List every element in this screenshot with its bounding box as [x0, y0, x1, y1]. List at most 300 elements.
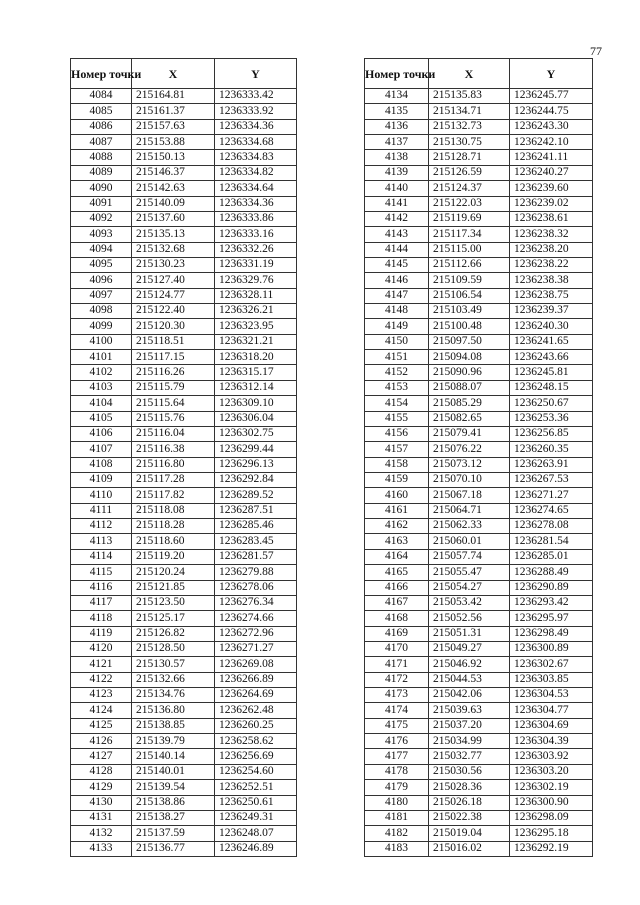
table-row	[365, 196, 593, 211]
table-row	[71, 104, 297, 119]
x-coordinate-cell: 215070.10	[429, 472, 510, 487]
table-row	[365, 565, 593, 580]
y-coordinate-cell: 1236302.67	[510, 657, 593, 672]
y-coordinate-cell: 1236241.65	[510, 334, 593, 349]
x-coordinate-cell: 215112.66	[429, 257, 510, 272]
table-row	[71, 89, 297, 104]
y-coordinate-cell: 1236240.30	[510, 319, 593, 334]
y-coordinate-cell: 1236292.19	[510, 841, 593, 856]
x-coordinate-cell: 215039.63	[429, 703, 510, 718]
table-row	[365, 104, 593, 119]
table-row	[365, 703, 593, 718]
x-coordinate-cell: 215128.50	[132, 641, 215, 656]
x-coordinate-cell: 215115.64	[132, 396, 215, 411]
y-coordinate-cell: 1236326.21	[215, 304, 297, 319]
point-number-cell: 4125	[71, 718, 132, 733]
table-row	[365, 519, 593, 534]
point-number-cell: 4173	[365, 688, 429, 703]
table-row	[71, 718, 297, 733]
x-coordinate-cell: 215109.59	[429, 273, 510, 288]
point-number-cell: 4109	[71, 472, 132, 487]
x-coordinate-cell: 215140.01	[132, 764, 215, 779]
y-coordinate-cell: 1236290.89	[510, 580, 593, 595]
point-number-cell: 4148	[365, 304, 429, 319]
y-coordinate-cell: 1236298.49	[510, 626, 593, 641]
y-coordinate-cell: 1236281.57	[215, 549, 297, 564]
x-coordinate-cell: 215142.63	[132, 181, 215, 196]
x-coordinate-cell: 215016.02	[429, 841, 510, 856]
y-coordinate-cell: 1236239.60	[510, 181, 593, 196]
x-coordinate-cell: 215019.04	[429, 826, 510, 841]
y-coordinate-cell: 1236328.11	[215, 288, 297, 303]
x-coordinate-cell: 215134.71	[429, 104, 510, 119]
y-coordinate-cell: 1236278.08	[510, 519, 593, 534]
table-row	[71, 626, 297, 641]
table-row	[71, 519, 297, 534]
x-coordinate-cell: 215118.08	[132, 503, 215, 518]
y-coordinate-cell: 1236256.69	[215, 749, 297, 764]
y-coordinate-cell: 1236243.66	[510, 350, 593, 365]
y-coordinate-cell: 1236274.66	[215, 611, 297, 626]
header-x: X	[429, 59, 510, 89]
table-row	[71, 411, 297, 426]
x-coordinate-cell: 215118.60	[132, 534, 215, 549]
point-number-cell: 4090	[71, 181, 132, 196]
x-coordinate-cell: 215157.63	[132, 119, 215, 134]
point-number-cell: 4096	[71, 273, 132, 288]
y-coordinate-cell: 1236333.86	[215, 211, 297, 226]
x-coordinate-cell: 215052.56	[429, 611, 510, 626]
table-row	[365, 135, 593, 150]
table-row	[365, 472, 593, 487]
table-row	[71, 380, 297, 395]
point-number-cell: 4116	[71, 580, 132, 595]
table-row	[71, 549, 297, 564]
x-coordinate-cell: 215097.50	[429, 334, 510, 349]
y-coordinate-cell: 1236299.44	[215, 442, 297, 457]
x-coordinate-cell: 215062.33	[429, 519, 510, 534]
point-number-cell: 4121	[71, 657, 132, 672]
table-row	[365, 826, 593, 841]
point-number-cell: 4181	[365, 810, 429, 825]
y-coordinate-cell: 1236295.18	[510, 826, 593, 841]
point-number-cell: 4105	[71, 411, 132, 426]
point-number-cell: 4126	[71, 734, 132, 749]
x-coordinate-cell: 215034.99	[429, 734, 510, 749]
point-number-cell: 4136	[365, 119, 429, 134]
point-number-cell: 4103	[71, 380, 132, 395]
y-coordinate-cell: 1236289.52	[215, 488, 297, 503]
header-point-number: Номер точки	[365, 59, 429, 89]
x-coordinate-cell: 215073.12	[429, 457, 510, 472]
y-coordinate-cell: 1236329.76	[215, 273, 297, 288]
x-coordinate-cell: 215128.71	[429, 150, 510, 165]
table-row	[365, 795, 593, 810]
x-coordinate-cell: 215130.23	[132, 257, 215, 272]
x-coordinate-cell: 215164.81	[132, 89, 215, 104]
y-coordinate-cell: 1236249.31	[215, 810, 297, 825]
x-coordinate-cell: 215136.77	[132, 841, 215, 856]
point-number-cell: 4137	[365, 135, 429, 150]
point-number-cell: 4091	[71, 196, 132, 211]
x-coordinate-cell: 215125.17	[132, 611, 215, 626]
point-number-cell: 4167	[365, 595, 429, 610]
point-number-cell: 4115	[71, 565, 132, 580]
x-coordinate-cell: 215049.27	[429, 641, 510, 656]
y-coordinate-cell: 1236300.89	[510, 641, 593, 656]
table-row	[71, 472, 297, 487]
y-coordinate-cell: 1236269.08	[215, 657, 297, 672]
table-row	[71, 119, 297, 134]
x-coordinate-cell: 215136.80	[132, 703, 215, 718]
y-coordinate-cell: 1236260.25	[215, 718, 297, 733]
y-coordinate-cell: 1236242.10	[510, 135, 593, 150]
point-number-cell: 4095	[71, 257, 132, 272]
point-number-cell: 4151	[365, 350, 429, 365]
x-coordinate-cell: 215124.77	[132, 288, 215, 303]
point-number-cell: 4117	[71, 595, 132, 610]
x-coordinate-cell: 215118.28	[132, 519, 215, 534]
y-coordinate-cell: 1236300.90	[510, 795, 593, 810]
x-coordinate-cell: 215055.47	[429, 565, 510, 580]
y-coordinate-cell: 1236333.42	[215, 89, 297, 104]
table-row	[365, 181, 593, 196]
page-number: 77	[590, 44, 602, 58]
y-coordinate-cell: 1236258.62	[215, 734, 297, 749]
y-coordinate-cell: 1236276.34	[215, 595, 297, 610]
point-number-cell: 4128	[71, 764, 132, 779]
point-number-cell: 4134	[365, 89, 429, 104]
y-coordinate-cell: 1236243.30	[510, 119, 593, 134]
point-number-cell: 4085	[71, 104, 132, 119]
table-row	[71, 780, 297, 795]
point-number-cell: 4175	[365, 718, 429, 733]
y-coordinate-cell: 1236293.42	[510, 595, 593, 610]
y-coordinate-cell: 1236296.13	[215, 457, 297, 472]
point-number-cell: 4140	[365, 181, 429, 196]
table-row	[71, 764, 297, 779]
table-row	[71, 135, 297, 150]
y-coordinate-cell: 1236241.11	[510, 150, 593, 165]
point-number-cell: 4162	[365, 519, 429, 534]
x-coordinate-cell: 215132.66	[132, 672, 215, 687]
point-number-cell: 4133	[71, 841, 132, 856]
y-coordinate-cell: 1236244.75	[510, 104, 593, 119]
y-coordinate-cell: 1236304.77	[510, 703, 593, 718]
table-row	[71, 810, 297, 825]
table-row	[71, 672, 297, 687]
x-coordinate-cell: 215030.56	[429, 764, 510, 779]
y-coordinate-cell: 1236283.45	[215, 534, 297, 549]
table-row	[71, 257, 297, 272]
point-number-cell: 4165	[365, 565, 429, 580]
point-number-cell: 4144	[365, 242, 429, 257]
x-coordinate-cell: 215135.83	[429, 89, 510, 104]
y-coordinate-cell: 1236252.51	[215, 780, 297, 795]
table-row	[71, 365, 297, 380]
y-coordinate-cell: 1236281.54	[510, 534, 593, 549]
x-coordinate-cell: 215053.42	[429, 595, 510, 610]
x-coordinate-cell: 215161.37	[132, 104, 215, 119]
point-number-cell: 4135	[365, 104, 429, 119]
point-number-cell: 4099	[71, 319, 132, 334]
point-number-cell: 4142	[365, 211, 429, 226]
point-number-cell: 4171	[365, 657, 429, 672]
point-number-cell: 4123	[71, 688, 132, 703]
x-coordinate-cell: 215119.20	[132, 549, 215, 564]
y-coordinate-cell: 1236238.20	[510, 242, 593, 257]
x-coordinate-cell: 215138.85	[132, 718, 215, 733]
point-number-cell: 4112	[71, 519, 132, 534]
point-number-cell: 4130	[71, 795, 132, 810]
y-coordinate-cell: 1236264.69	[215, 688, 297, 703]
x-coordinate-cell: 215057.74	[429, 549, 510, 564]
x-coordinate-cell: 215064.71	[429, 503, 510, 518]
point-number-cell: 4157	[365, 442, 429, 457]
y-coordinate-cell: 1236238.22	[510, 257, 593, 272]
point-number-cell: 4087	[71, 135, 132, 150]
table-row	[71, 749, 297, 764]
point-number-cell: 4120	[71, 641, 132, 656]
point-number-cell: 4094	[71, 242, 132, 257]
point-number-cell: 4163	[365, 534, 429, 549]
point-number-cell: 4108	[71, 457, 132, 472]
y-coordinate-cell: 1236303.92	[510, 749, 593, 764]
y-coordinate-cell: 1236288.49	[510, 565, 593, 580]
y-coordinate-cell: 1236238.75	[510, 288, 593, 303]
point-number-cell: 4092	[71, 211, 132, 226]
y-coordinate-cell: 1236271.27	[215, 641, 297, 656]
point-number-cell: 4147	[365, 288, 429, 303]
table-header-row	[71, 59, 297, 89]
x-coordinate-cell: 215076.22	[429, 442, 510, 457]
table-row	[365, 488, 593, 503]
point-number-cell: 4178	[365, 764, 429, 779]
x-coordinate-cell: 215139.79	[132, 734, 215, 749]
point-number-cell: 4183	[365, 841, 429, 856]
x-coordinate-cell: 215117.34	[429, 227, 510, 242]
table-row	[71, 641, 297, 656]
x-coordinate-cell: 215117.28	[132, 472, 215, 487]
x-coordinate-cell: 215137.59	[132, 826, 215, 841]
table-row	[365, 595, 593, 610]
point-number-cell: 4149	[365, 319, 429, 334]
point-number-cell: 4104	[71, 396, 132, 411]
x-coordinate-cell: 215054.27	[429, 580, 510, 595]
point-number-cell: 4129	[71, 780, 132, 795]
table-row	[365, 457, 593, 472]
y-coordinate-cell: 1236304.39	[510, 734, 593, 749]
x-coordinate-cell: 215088.07	[429, 380, 510, 395]
table-row	[71, 534, 297, 549]
table-row	[365, 426, 593, 441]
table-row	[365, 641, 593, 656]
y-coordinate-cell: 1236323.95	[215, 319, 297, 334]
y-coordinate-cell: 1236271.27	[510, 488, 593, 503]
coordinates-table-right	[364, 58, 593, 857]
x-coordinate-cell: 215153.88	[132, 135, 215, 150]
x-coordinate-cell: 215121.85	[132, 580, 215, 595]
y-coordinate-cell: 1236292.84	[215, 472, 297, 487]
table-row	[365, 89, 593, 104]
y-coordinate-cell: 1236263.91	[510, 457, 593, 472]
point-number-cell: 4145	[365, 257, 429, 272]
point-number-cell: 4174	[365, 703, 429, 718]
point-number-cell: 4153	[365, 380, 429, 395]
y-coordinate-cell: 1236334.82	[215, 165, 297, 180]
x-coordinate-cell: 215026.18	[429, 795, 510, 810]
table-row	[71, 503, 297, 518]
x-coordinate-cell: 215116.04	[132, 426, 215, 441]
point-number-cell: 4139	[365, 165, 429, 180]
y-coordinate-cell: 1236272.96	[215, 626, 297, 641]
table-row	[71, 211, 297, 226]
point-number-cell: 4084	[71, 89, 132, 104]
table-row	[71, 273, 297, 288]
y-coordinate-cell: 1236279.88	[215, 565, 297, 580]
y-coordinate-cell: 1236254.60	[215, 764, 297, 779]
x-coordinate-cell: 215117.82	[132, 488, 215, 503]
y-coordinate-cell: 1236250.67	[510, 396, 593, 411]
table-row	[71, 841, 297, 856]
x-coordinate-cell: 215082.65	[429, 411, 510, 426]
table-row	[71, 580, 297, 595]
point-number-cell: 4124	[71, 703, 132, 718]
table-row	[71, 396, 297, 411]
y-coordinate-cell: 1236302.19	[510, 780, 593, 795]
x-coordinate-cell: 215132.73	[429, 119, 510, 134]
x-coordinate-cell: 215115.00	[429, 242, 510, 257]
point-number-cell: 4097	[71, 288, 132, 303]
table-row	[365, 718, 593, 733]
y-coordinate-cell: 1236306.04	[215, 411, 297, 426]
y-coordinate-cell: 1236333.92	[215, 104, 297, 119]
table-row	[365, 227, 593, 242]
header-point-number: Номер точки	[71, 59, 132, 89]
point-number-cell: 4086	[71, 119, 132, 134]
y-coordinate-cell: 1236304.53	[510, 688, 593, 703]
x-coordinate-cell: 215118.51	[132, 334, 215, 349]
point-number-cell: 4179	[365, 780, 429, 795]
table-row	[365, 396, 593, 411]
table-row	[365, 580, 593, 595]
point-number-cell: 4176	[365, 734, 429, 749]
table-row	[71, 795, 297, 810]
point-number-cell: 4150	[365, 334, 429, 349]
x-coordinate-cell: 215116.26	[132, 365, 215, 380]
x-coordinate-cell: 215134.76	[132, 688, 215, 703]
table-row	[71, 611, 297, 626]
point-number-cell: 4089	[71, 165, 132, 180]
point-number-cell: 4164	[365, 549, 429, 564]
table-row	[365, 626, 593, 641]
table-row	[71, 595, 297, 610]
y-coordinate-cell: 1236256.85	[510, 426, 593, 441]
table-row	[365, 764, 593, 779]
table-row	[365, 242, 593, 257]
y-coordinate-cell: 1236332.26	[215, 242, 297, 257]
table-row	[71, 457, 297, 472]
x-coordinate-cell: 215123.50	[132, 595, 215, 610]
point-number-cell: 4131	[71, 810, 132, 825]
x-coordinate-cell: 215085.29	[429, 396, 510, 411]
point-number-cell: 4100	[71, 334, 132, 349]
x-coordinate-cell: 215060.01	[429, 534, 510, 549]
table-row	[71, 350, 297, 365]
x-coordinate-cell: 215067.18	[429, 488, 510, 503]
table-row	[365, 749, 593, 764]
table-row	[365, 780, 593, 795]
y-coordinate-cell: 1236262.48	[215, 703, 297, 718]
table-row	[365, 257, 593, 272]
table-row	[365, 611, 593, 626]
table-row	[71, 196, 297, 211]
x-coordinate-cell: 215138.27	[132, 810, 215, 825]
table-row	[365, 380, 593, 395]
point-number-cell: 4127	[71, 749, 132, 764]
y-coordinate-cell: 1236238.61	[510, 211, 593, 226]
y-coordinate-cell: 1236331.19	[215, 257, 297, 272]
point-number-cell: 4118	[71, 611, 132, 626]
table-row	[365, 549, 593, 564]
x-coordinate-cell: 215079.41	[429, 426, 510, 441]
y-coordinate-cell: 1236250.61	[215, 795, 297, 810]
table-row	[71, 242, 297, 257]
x-coordinate-cell: 215146.37	[132, 165, 215, 180]
x-coordinate-cell: 215032.77	[429, 749, 510, 764]
x-coordinate-cell: 215138.86	[132, 795, 215, 810]
x-coordinate-cell: 215106.54	[429, 288, 510, 303]
point-number-cell: 4141	[365, 196, 429, 211]
point-number-cell: 4154	[365, 396, 429, 411]
x-coordinate-cell: 215044.53	[429, 672, 510, 687]
table-row	[365, 319, 593, 334]
point-number-cell: 4172	[365, 672, 429, 687]
y-coordinate-cell: 1236334.68	[215, 135, 297, 150]
y-coordinate-cell: 1236245.81	[510, 365, 593, 380]
y-coordinate-cell: 1236315.17	[215, 365, 297, 380]
table-row	[365, 304, 593, 319]
y-coordinate-cell: 1236334.64	[215, 181, 297, 196]
x-coordinate-cell: 215130.57	[132, 657, 215, 672]
x-coordinate-cell: 215028.36	[429, 780, 510, 795]
y-coordinate-cell: 1236246.89	[215, 841, 297, 856]
x-coordinate-cell: 215130.75	[429, 135, 510, 150]
y-coordinate-cell: 1236303.85	[510, 672, 593, 687]
x-coordinate-cell: 215116.38	[132, 442, 215, 457]
x-coordinate-cell: 215124.37	[429, 181, 510, 196]
x-coordinate-cell: 215037.20	[429, 718, 510, 733]
y-coordinate-cell: 1236238.32	[510, 227, 593, 242]
point-number-cell: 4152	[365, 365, 429, 380]
y-coordinate-cell: 1236248.07	[215, 826, 297, 841]
point-number-cell: 4101	[71, 350, 132, 365]
x-coordinate-cell: 215120.24	[132, 565, 215, 580]
table-row	[365, 119, 593, 134]
x-coordinate-cell: 215103.49	[429, 304, 510, 319]
y-coordinate-cell: 1236248.15	[510, 380, 593, 395]
table-row	[365, 211, 593, 226]
x-coordinate-cell: 215022.38	[429, 810, 510, 825]
point-number-cell: 4180	[365, 795, 429, 810]
table-row	[71, 288, 297, 303]
point-number-cell: 4168	[365, 611, 429, 626]
point-number-cell: 4143	[365, 227, 429, 242]
table-row	[365, 334, 593, 349]
table-row	[71, 319, 297, 334]
y-coordinate-cell: 1236321.21	[215, 334, 297, 349]
x-coordinate-cell: 215117.15	[132, 350, 215, 365]
